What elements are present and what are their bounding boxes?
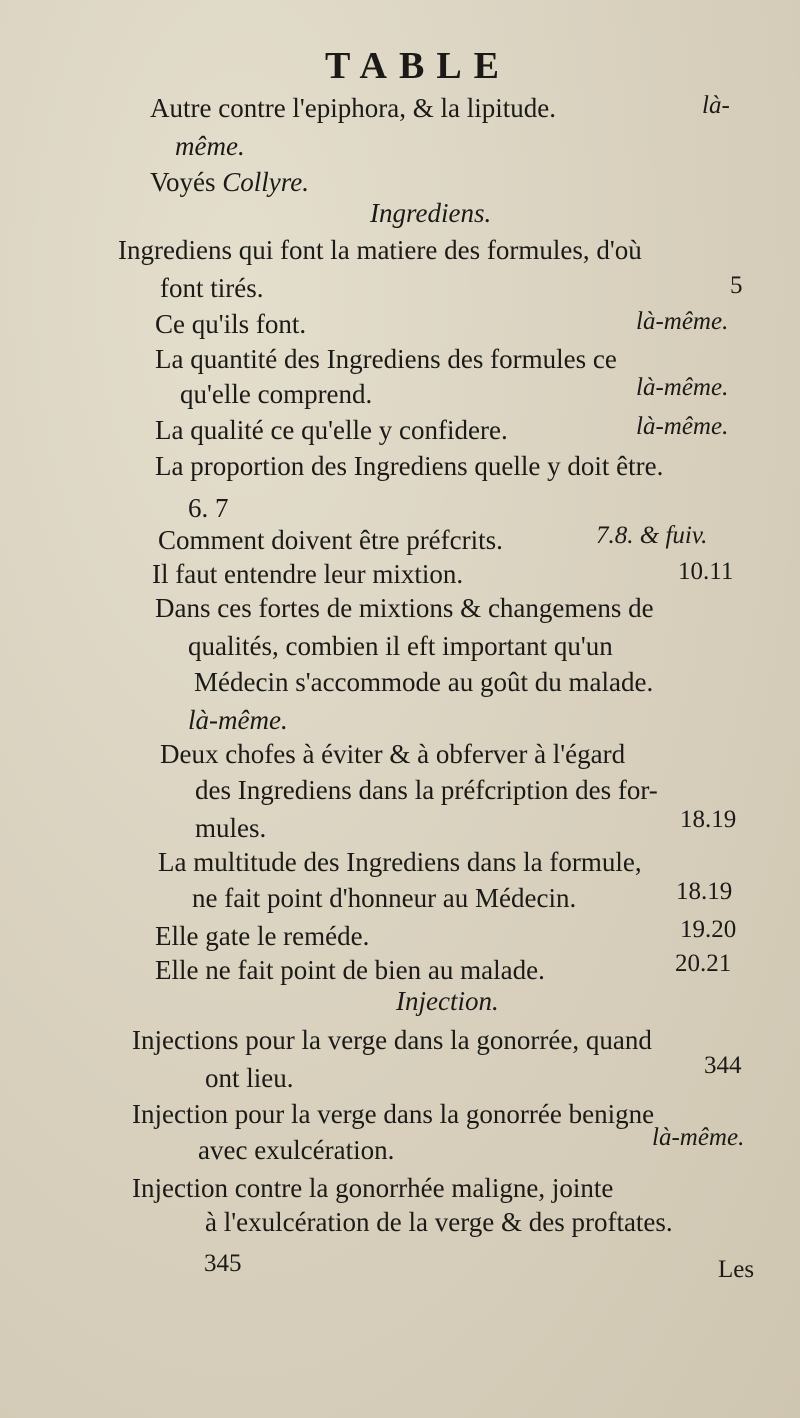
entry-line-2: même. [175,131,245,161]
entry-line-8: qu'elle comprend. [180,379,373,409]
entry-line-30: à l'exulcération de la verge & des proftates. [205,1207,673,1237]
catchword: Les [718,1256,755,1283]
entry-line-20: mules. [195,813,267,843]
entry-ref-1: là- [702,92,730,119]
entry-line-27: Injection pour la verge dans la gonorrée benigne [132,1099,655,1129]
entry-ref-23: 19.20 [680,916,737,943]
entry-line-4: Ingrediens qui font la matiere des formules, d'où [118,235,642,265]
entry-line-18: Deux chofes à éviter & à obferver à l'égard [160,739,626,769]
entry-line-21: La multitude des Ingrediens dans la formule, [158,847,642,877]
entry-line-22: ne fait point d'honneur au Médecin. [192,883,577,913]
entry-ref-26: 344 [704,1052,742,1079]
entry-ref-28: là-même. [652,1124,745,1151]
entry-line-28: avec exulcération. [198,1135,395,1165]
page-number: 345 [204,1250,242,1277]
page-header: TABLE [325,45,512,87]
entry-line-13: Il faut entendre leur mixtion. [152,559,464,589]
entry-line-9: La qualité ce qu'elle y confidere. [155,415,508,445]
entry-ref-8: là-même. [636,374,729,401]
entry-line-11: 6. 7 [188,493,229,523]
entry-line-1: Autre contre l'epiphora, & la lipitude. [150,93,556,123]
entry-ref-24: 20.21 [675,950,732,977]
entry-line-14: Dans ces fortes de mixtions & changemens de [155,593,654,623]
entry-line-25: Injections pour la verge dans la gonorrée, quand [132,1025,652,1055]
entry-line-24: Elle ne fait point de bien au malade. [155,955,545,985]
entry-ref-12: 7.8. & fuiv. [596,522,708,549]
entry-ref-13: 10.11 [678,558,734,585]
entry-ref-6: là-même. [636,308,729,335]
entry-line-23: Elle gate le reméde. [155,921,370,951]
section-title-injection: Injection. [396,986,499,1016]
entry-line-29: Injection contre la gonorrhée maligne, jointe [132,1173,614,1203]
entry-ref-22: 18.19 [676,878,733,905]
entry-line-10: La proportion des Ingrediens quelle y doit être. [155,451,664,481]
entry-line-16: Médecin s'accommode au goût du malade. [194,667,654,697]
entry-ref-9: là-même. [636,413,729,440]
entry-line-7: La quantité des Ingrediens des formules ce [155,344,617,374]
entry-line-17: là-même. [188,705,288,735]
entry-line-12: Comment doivent être préfcrits. [158,525,503,555]
entry-line-5: font tirés. [160,273,264,303]
entry-line-19: des Ingrediens dans la préfcription des for- [195,775,658,805]
entry-line-6: Ce qu'ils font. [155,309,307,339]
entry-line-26: ont lieu. [205,1063,294,1093]
entry-ref-20: 18.19 [680,806,737,833]
section-title-ingrediens: Ingrediens. [370,198,492,228]
entry-line-15: qualités, combien il eft important qu'un [188,631,613,661]
entry-ref-5: 5 [730,272,743,299]
entry-line-3: Voyés Collyre. [150,167,310,197]
